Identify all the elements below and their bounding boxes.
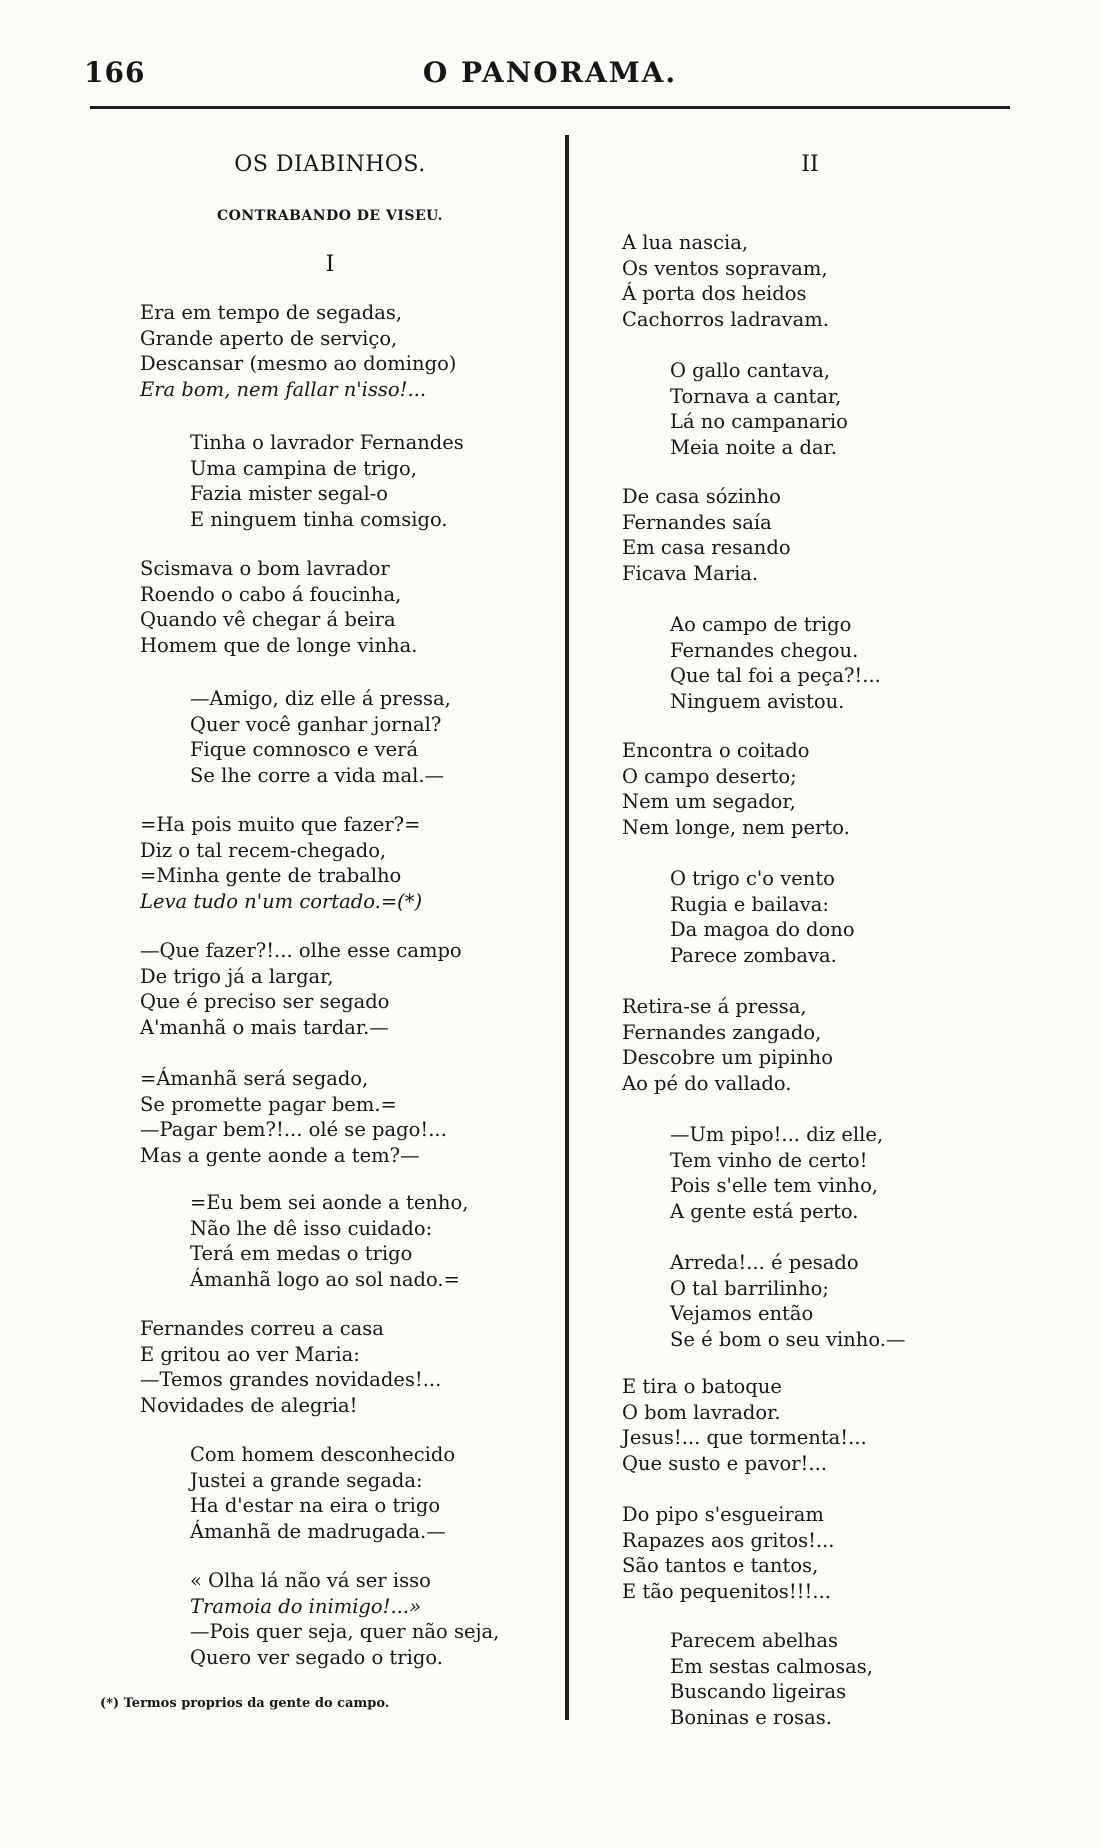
verse-line: De trigo já a largar,: [140, 964, 334, 988]
right-stanza: [670, 358, 848, 461]
verse-line: Ha d'estar na eira o trigo: [190, 1494, 441, 1518]
left-stanza: [140, 556, 417, 659]
verse-line: Parece zombava.: [670, 944, 837, 968]
part-one-numeral: I: [325, 252, 335, 277]
verse-line: Boninas e rosas.: [670, 1706, 832, 1730]
verse-line: Fazia mister segal-o: [190, 482, 389, 506]
left-stanza: [190, 1190, 468, 1293]
verse-line: O bom lavrador.: [622, 1400, 781, 1424]
column-divider: [565, 135, 569, 1720]
verse-line: Rugia e bailava:: [670, 892, 829, 916]
verse-line: —Um pipo!... diz elle,: [670, 1123, 884, 1146]
right-stanza: [622, 484, 791, 587]
verse-line: Da magoa do dono: [670, 918, 855, 942]
verse-line: Ninguem avistou.: [670, 690, 845, 714]
right-stanza: [622, 738, 850, 841]
verse-line: O trigo c'o vento: [670, 867, 835, 890]
verse-line: Arreda!... é pesado: [670, 1251, 859, 1274]
verse-line: Quero ver segado o trigo.: [190, 1646, 443, 1670]
verse-line: Vejamos então: [670, 1302, 814, 1326]
verse-line: Meia noite a dar.: [670, 436, 837, 460]
verse-line: Se promette pagar bem.=: [140, 1092, 397, 1116]
verse-line: Roendo o cabo á foucinha,: [140, 582, 402, 606]
verse-line: Grande aperto de serviço,: [140, 326, 398, 350]
verse-line: Cachorros ladravam.: [622, 308, 829, 332]
verse-line: =Eu bem sei aonde a tenho,: [190, 1191, 469, 1214]
verse-line: Tornava a cantar,: [670, 384, 842, 408]
verse-line: Retira-se á pressa,: [622, 995, 807, 1018]
verse-line: Mas a gente aonde a tem?—: [140, 1144, 420, 1168]
left-stanza: [190, 1568, 499, 1671]
verse-line: O campo deserto;: [622, 764, 797, 788]
verse-line: Descobre um pipinho: [622, 1046, 833, 1070]
verse-line: Diz o tal recem-chegado,: [140, 838, 387, 862]
verse-line: E ninguem tinha comsigo.: [190, 508, 448, 532]
verse-line: Quer você ganhar jornal?: [190, 712, 442, 736]
verse-line: Com homem desconhecido: [190, 1443, 456, 1466]
verse-line: —Pagar bem?!... olé se pago!...: [140, 1118, 447, 1142]
verse-line: Do pipo s'esgueiram: [622, 1503, 824, 1526]
header-rule: [90, 106, 1010, 109]
verse-line: —Amigo, diz elle á pressa,: [190, 687, 451, 710]
right-stanza: [670, 1250, 905, 1353]
left-stanza: [140, 1316, 441, 1419]
right-stanza: [670, 612, 881, 715]
verse-line: Ao pé do vallado.: [622, 1072, 792, 1096]
verse-line: Em sestas calmosas,: [670, 1654, 873, 1678]
verse-line: =Ámanhã será segado,: [140, 1067, 369, 1090]
verse-line: O tal barrilinho;: [670, 1276, 829, 1300]
verse-line: Que é preciso ser segado: [140, 990, 390, 1014]
verse-line: Descansar (mesmo ao domingo): [140, 352, 457, 376]
verse-line: Nem longe, nem perto.: [622, 816, 850, 840]
verse-line: Se é bom o seu vinho.—: [670, 1328, 906, 1352]
verse-line: Á porta dos heidos: [622, 282, 807, 306]
verse-line: Ámanhã de madrugada.—: [190, 1520, 446, 1544]
part-two-numeral: II: [801, 152, 819, 177]
verse-line: Lá no campanario: [670, 410, 848, 434]
verse-line: Homem que de longe vinha.: [140, 634, 418, 658]
footnote: (*) Termos proprios da gente do campo.: [100, 1696, 390, 1711]
verse-line: E tão pequenitos!!!...: [622, 1580, 831, 1604]
verse-line: Justei a grande segada:: [190, 1468, 423, 1492]
left-stanza: [140, 938, 462, 1041]
page-header: [70, 48, 1030, 88]
verse-line: Quando vê chegar á beira: [140, 608, 396, 632]
verse-line: Uma campina de trigo,: [190, 456, 417, 480]
verse-line: Jesus!... que tormenta!...: [622, 1426, 867, 1450]
right-stanza: [622, 230, 829, 333]
verse-line: E tira o batoque: [622, 1375, 782, 1398]
verse-line: E gritou ao ver Maria:: [140, 1342, 360, 1366]
verse-line: Não lhe dê isso cuidado:: [190, 1216, 433, 1240]
verse-line: Terá em medas o trigo: [190, 1242, 413, 1266]
verse-line: Leva tudo n'um cortado.=(*): [140, 890, 423, 914]
right-stanza: [622, 1374, 867, 1477]
verse-line: Em casa resando: [622, 536, 791, 560]
verse-line: Os ventos sopravam,: [622, 256, 828, 280]
right-stanza: [670, 866, 855, 969]
verse-line: Pois s'elle tem vinho,: [670, 1174, 879, 1198]
verse-line: —Que fazer?!... olhe esse campo: [140, 939, 462, 962]
verse-line: A'manhã o mais tardar.—: [140, 1016, 389, 1040]
verse-line: =Minha gente de trabalho: [140, 864, 402, 888]
verse-line: São tantos e tantos,: [622, 1554, 819, 1578]
left-stanza: [140, 812, 422, 915]
verse-line: De casa sózinho: [622, 485, 781, 508]
poem-title: OS DIABINHOS.: [234, 152, 426, 177]
verse-line: Que susto e pavor!...: [622, 1452, 827, 1476]
page-number: 166: [84, 56, 146, 89]
verse-line: =Ha pois muito que fazer?=: [140, 813, 421, 836]
verse-line: Fernandes zangado,: [622, 1020, 822, 1044]
left-stanza: [140, 1066, 447, 1169]
verse-line: Tramoia do inimigo!...»: [190, 1594, 422, 1618]
verse-line: Ficava Maria.: [622, 562, 759, 586]
left-stanza: [190, 430, 464, 533]
verse-line: Nem um segador,: [622, 790, 796, 814]
right-stanza: [670, 1628, 873, 1731]
right-stanza: [622, 1502, 835, 1605]
journal-title: O PANORAMA.: [422, 56, 678, 89]
verse-line: Era bom, nem fallar n'isso!...: [140, 378, 427, 402]
right-stanza: [670, 1122, 883, 1225]
left-stanza: [190, 686, 451, 789]
verse-line: Ao campo de trigo: [670, 613, 852, 636]
verse-line: Buscando ligeiras: [670, 1680, 847, 1704]
verse-line: Encontra o coitado: [622, 739, 810, 762]
verse-line: —Temos grandes novidades!...: [140, 1368, 442, 1392]
verse-line: Parecem abelhas: [670, 1629, 838, 1652]
verse-line: Rapazes aos gritos!...: [622, 1528, 835, 1552]
verse-line: Scismava o bom lavrador: [140, 557, 390, 580]
verse-line: A gente está perto.: [670, 1200, 859, 1224]
verse-line: Tem vinho de certo!: [670, 1148, 868, 1172]
left-stanza: [140, 300, 456, 403]
verse-line: Novidades de alegria!: [140, 1394, 358, 1418]
verse-line: Que tal foi a peça?!...: [670, 664, 881, 688]
verse-line: Se lhe corre a vida mal.—: [190, 764, 445, 788]
verse-line: Tinha o lavrador Fernandes: [190, 431, 464, 454]
verse-line: —Pois quer seja, quer não seja,: [190, 1620, 500, 1644]
verse-line: « Olha lá não vá ser isso: [190, 1569, 431, 1592]
verse-line: A lua nascia,: [622, 231, 749, 254]
left-stanza: [190, 1442, 455, 1545]
verse-line: Fernandes chegou.: [670, 638, 859, 662]
poem-subtitle: CONTRABANDO DE VISEU.: [217, 208, 443, 224]
right-stanza: [622, 994, 833, 1097]
verse-line: Fique comnosco e verá: [190, 738, 419, 762]
verse-line: Fernandes saía: [622, 510, 772, 534]
verse-line: Era em tempo de segadas,: [140, 301, 403, 324]
verse-line: Ámanhã logo ao sol nado.=: [190, 1268, 460, 1292]
verse-line: O gallo cantava,: [670, 359, 831, 382]
verse-line: Fernandes correu a casa: [140, 1317, 384, 1340]
